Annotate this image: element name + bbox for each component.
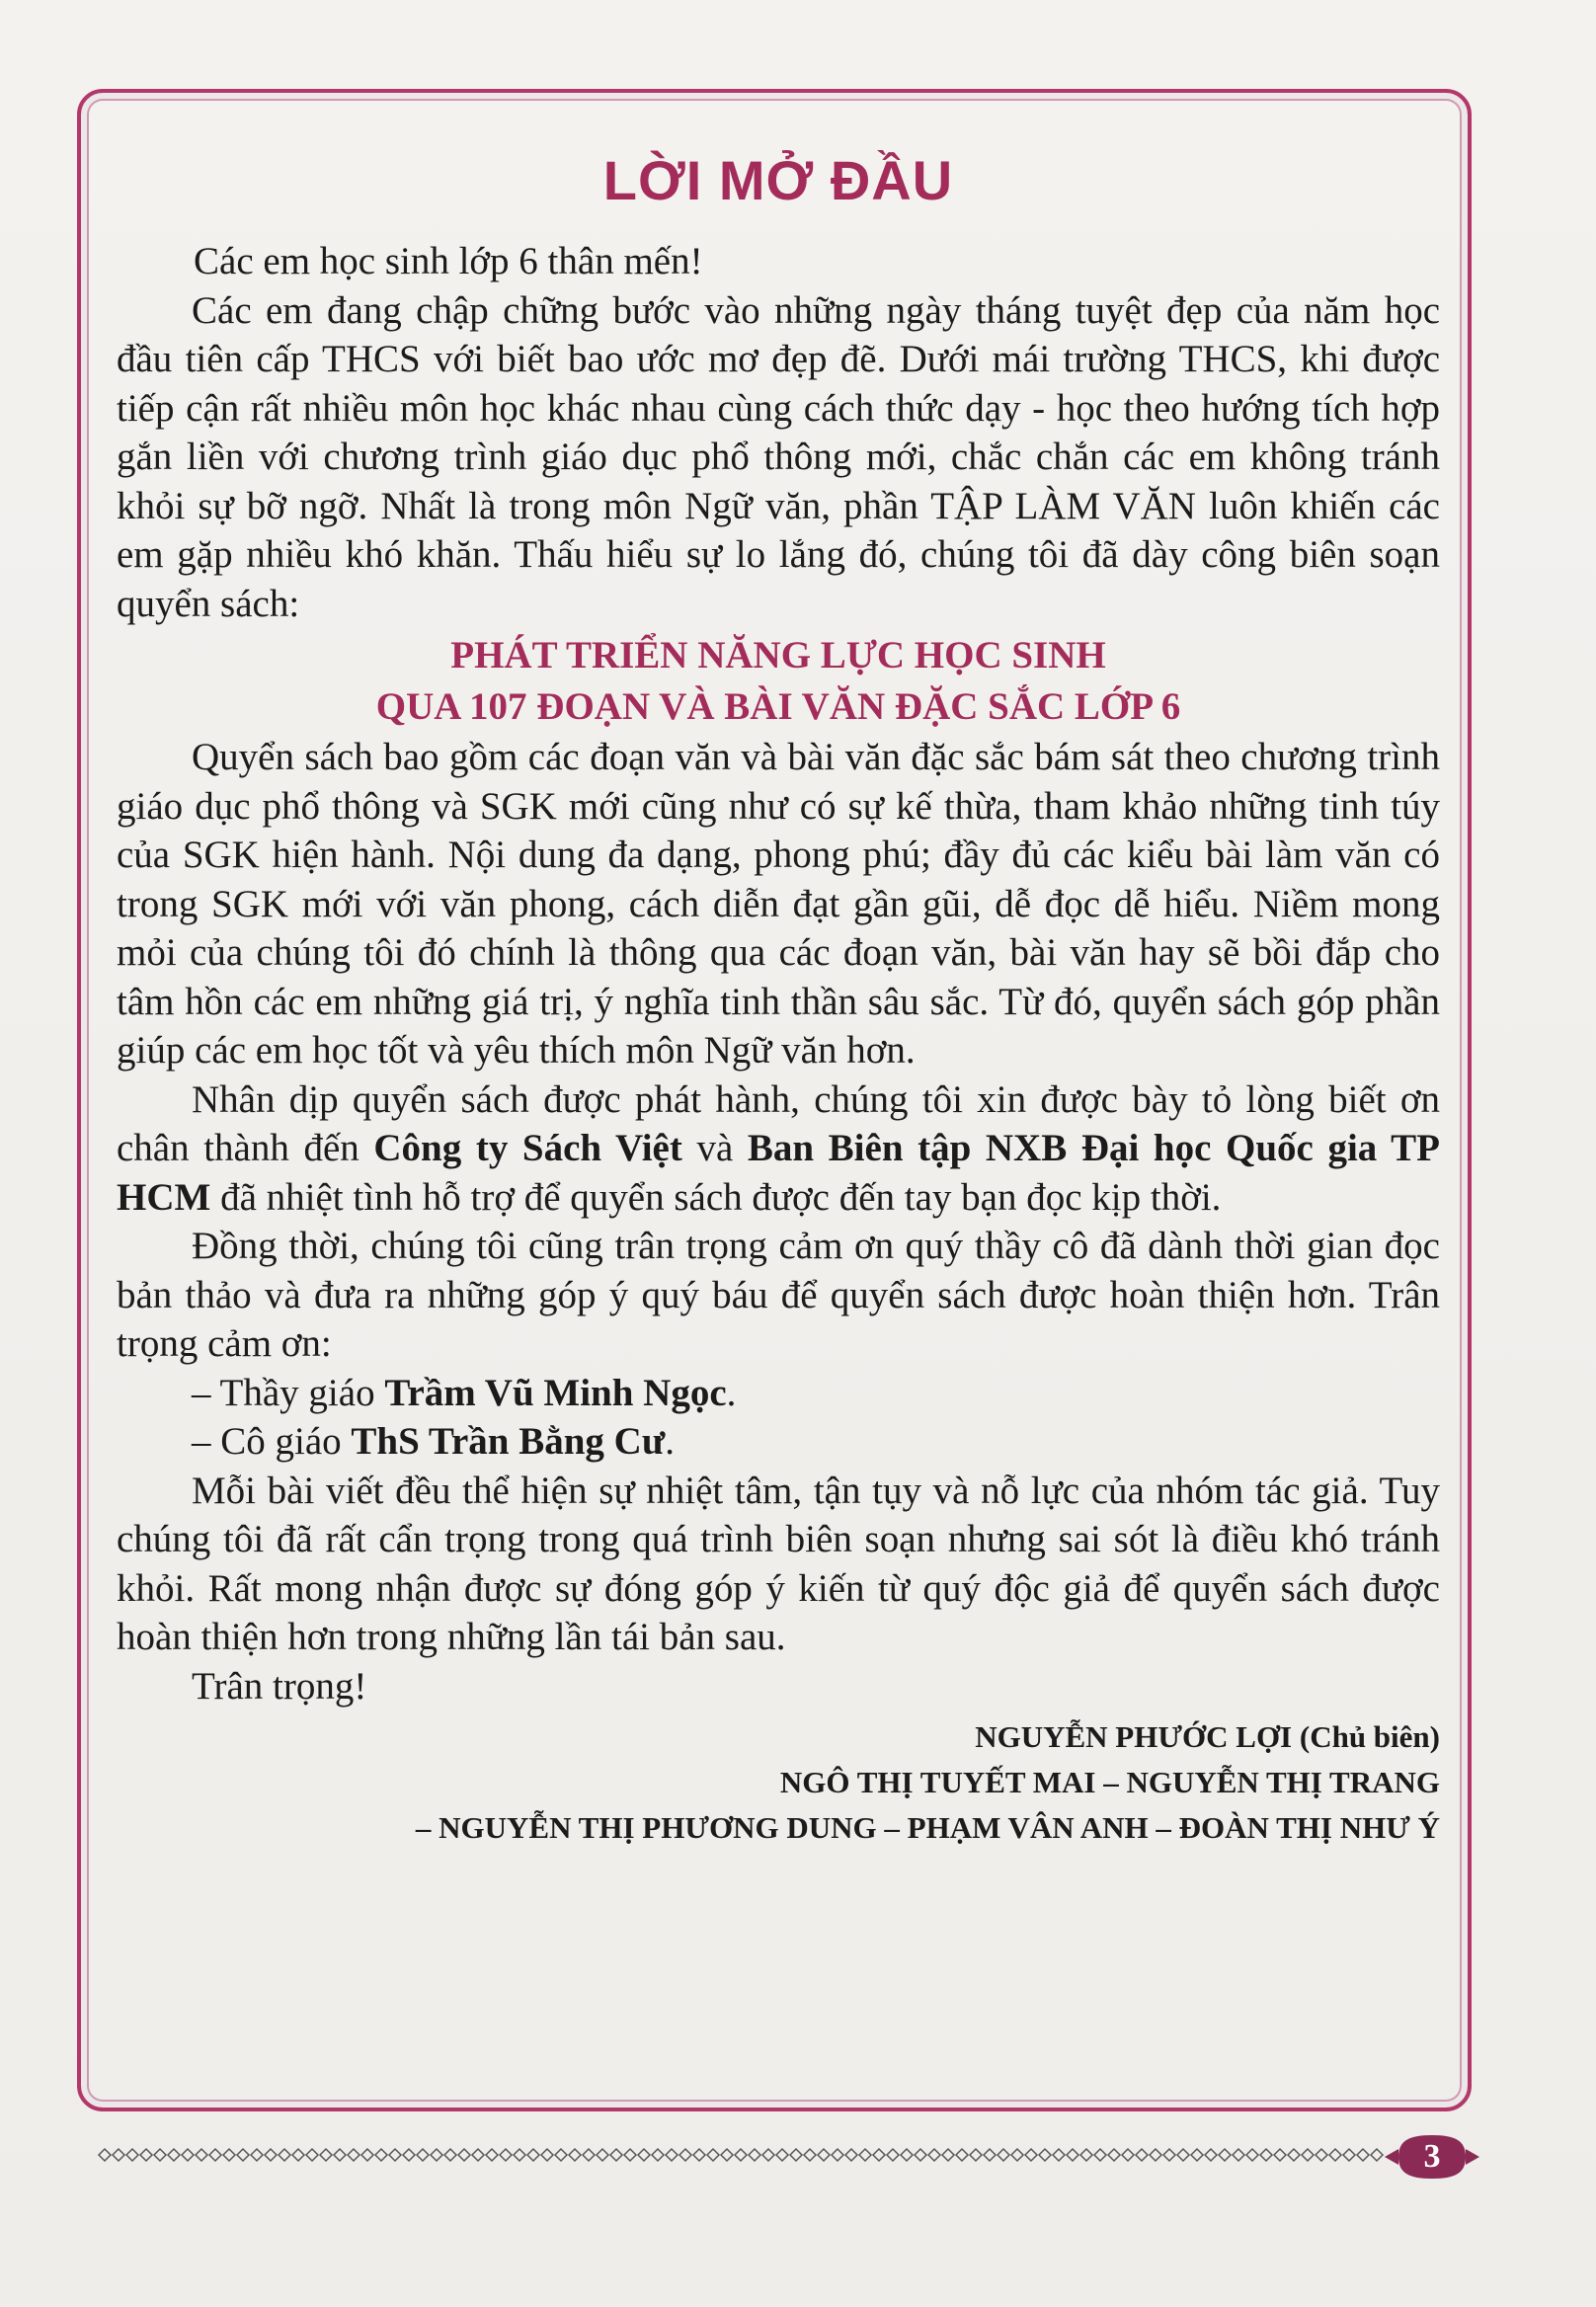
closing-line: Trân trọng!: [192, 1664, 367, 1708]
chain-link: [1177, 2149, 1189, 2161]
chain-link: [209, 2149, 221, 2161]
thanks-suffix: .: [726, 1371, 737, 1414]
description-paragraph: Quyển sách bao gồm các đoạn văn và bài văn đặc sắc bám sát theo chương trình giáo dục phổ thông và SGK mới cũng như có sự kế thừa, tham khảo những tinh túy của SGK hiện hành. Nội dung đa dạng, phong phú; đầy đủ các kiểu bài làm văn có trong SGK mới với văn phong, cách diễn đạt gần gũi, dễ đọc dễ hiểu. Niềm mong mỏi của chúng tôi đó chính là thông qua các đoạn văn, bài văn hay sẽ bồi đắp cho tâm hồn các em những giá trị, ý nghĩa tinh thần sâu sắc. Từ đó, quyển sách góp phần giúp các em học tốt và yêu thích môn Ngữ văn hơn.: [117, 736, 1440, 1072]
chain-link: [970, 2149, 982, 2161]
chain-link: [707, 2149, 719, 2161]
apology-paragraph: Mỗi bài viết đều thể hiện sự nhiệt tâm, tận tụy và nỗ lực của nhóm tác giả. Tuy chúng tôi đã rất cẩn trọng trong quá trình biên soạn nhưng sai sót là điều khó tránh khỏi. Rất mong nhận được sự đóng góp ý kiến từ quý độc giả để quyển sách được hoàn thiện hơn trong những lần tái bản sau.: [117, 1469, 1440, 1658]
chain-link: [624, 2149, 636, 2161]
chain-link: [790, 2149, 802, 2161]
chain-link: [832, 2149, 843, 2161]
chain-link: [735, 2149, 747, 2161]
chain-link: [1025, 2149, 1037, 2161]
chain-link: [818, 2149, 830, 2161]
chain-link: [1191, 2149, 1203, 2161]
chain-link: [1316, 2149, 1327, 2161]
signature-line: NGUYỄN PHƯỚC LỢI (Chủ biên): [975, 1719, 1440, 1754]
chain-link: [1053, 2149, 1065, 2161]
chain-link: [1011, 2149, 1023, 2161]
chain-link: [1150, 2149, 1161, 2161]
chain-link: [472, 2149, 484, 2161]
thanks-prefix: – Thầy giáo: [192, 1371, 385, 1414]
chain-link: [762, 2149, 774, 2161]
page-content: [117, 146, 1440, 1851]
page-number: 3: [1423, 2138, 1441, 2175]
chain-link: [500, 2149, 512, 2161]
chain-link: [569, 2149, 581, 2161]
chain-link: [361, 2149, 373, 2161]
thanks-prefix: – Cô giáo: [192, 1420, 352, 1463]
chain-link: [1039, 2149, 1051, 2161]
teacher-name: ThS Trần Bằng Cư: [351, 1420, 666, 1463]
chain-link: [638, 2149, 650, 2161]
chain-link: [928, 2149, 940, 2161]
chain-link: [859, 2149, 871, 2161]
chain-link: [99, 2149, 111, 2161]
chain-link: [1080, 2149, 1092, 2161]
chain-link: [182, 2149, 194, 2161]
acknowledgement-paragraph: [117, 1075, 1440, 1223]
chain-link: [915, 2149, 926, 2161]
chain-link: [998, 2149, 1009, 2161]
chain-link: [1233, 2149, 1244, 2161]
signature-line: NGÔ THỊ TUYẾT MAI – NGUYỄN THỊ TRANG: [779, 1765, 1440, 1799]
chain-link: [1246, 2149, 1258, 2161]
book-title-line-2: QUA 107 ĐOẠN VÀ BÀI VĂN ĐẶC SẮC LỚP 6: [375, 685, 1181, 728]
chain-link: [597, 2149, 608, 2161]
chain-link: [403, 2149, 415, 2161]
thanks-suffix: .: [665, 1420, 675, 1463]
book-title: [117, 630, 1440, 733]
chain-link: [348, 2149, 359, 2161]
chain-link: [279, 2149, 290, 2161]
chain-link: [541, 2149, 553, 2161]
publisher-name: Ban Biên tập NXB Đại học Quốc gia TP HCM: [117, 1127, 1441, 1219]
chain-link: [776, 2149, 788, 2161]
chain-link: [444, 2149, 456, 2161]
decorative-border-bar: [95, 2143, 1389, 2167]
chain-link: [610, 2149, 622, 2161]
chain-link: [1343, 2149, 1355, 2161]
chain-link: [514, 2149, 525, 2161]
chain-link: [251, 2149, 263, 2161]
author-signature: [117, 1714, 1440, 1851]
chain-link: [1163, 2149, 1175, 2161]
chain-link: [1260, 2149, 1272, 2161]
ack-text-2: và: [681, 1127, 748, 1169]
thanks-item: [117, 1369, 1440, 1418]
chain-link: [693, 2149, 705, 2161]
chain-link: [237, 2149, 249, 2161]
ack-text-3: đã nhiệt tình hỗ trợ để quyển sách được đến tay bạn đọc kịp thời.: [210, 1175, 1222, 1219]
ack-text-1: Nhân dịp quyển sách được phát hành, chúng tôi xin được bày tỏ lòng biết ơn chân thành đến: [117, 1077, 1440, 1169]
chain-link: [389, 2149, 401, 2161]
chain-link: [666, 2149, 678, 2161]
chain-link: [901, 2149, 913, 2161]
chain-link: [1067, 2149, 1078, 2161]
chain-link: [749, 2149, 760, 2161]
thanks-paragraph: Đồng thời, chúng tôi cũng trân trọng cảm ơn quý thầy cô đã dành thời gian đọc bản thảo và đưa ra những góp ý quý báu để quyển sách được hoàn thiện hơn. Trân trọng cảm ơn:: [117, 1225, 1440, 1365]
chain-link: [126, 2149, 138, 2161]
signature-line: – NGUYỄN THỊ PHƯƠNG DUNG – PHẠM VÂN ANH – ĐOÀN THỊ NHƯ Ý: [415, 1810, 1440, 1845]
chain-link: [113, 2149, 124, 2161]
company-name: Công ty Sách Việt: [373, 1127, 682, 1169]
chain-link: [154, 2149, 166, 2161]
chain-link: [334, 2149, 346, 2161]
chain-link: [873, 2149, 885, 2161]
chain-link: [527, 2149, 539, 2161]
greeting-paragraph: Các em học sinh lớp 6 thân mến!: [194, 240, 703, 282]
chain-link: [223, 2149, 235, 2161]
chain-link: [1205, 2149, 1217, 2161]
chain-link: [1094, 2149, 1106, 2161]
chain-link: [1302, 2149, 1314, 2161]
chain-link: [1288, 2149, 1300, 2161]
chain-link: [292, 2149, 304, 2161]
chain-link: [486, 2149, 498, 2161]
chain-link: [555, 2149, 567, 2161]
chain-link: [458, 2149, 470, 2161]
chain-link: [721, 2149, 733, 2161]
teacher-name: Trầm Vũ Minh Ngọc: [384, 1371, 727, 1414]
chain-link: [265, 2149, 277, 2161]
chain-link: [196, 2149, 207, 2161]
chain-link: [1136, 2149, 1148, 2161]
chain-link: [652, 2149, 664, 2161]
chain-link: [168, 2149, 180, 2161]
chain-link: [956, 2149, 968, 2161]
page-title: LỜI MỞ ĐẦU: [602, 149, 954, 211]
chain-link: [140, 2149, 152, 2161]
book-title-line-1: PHÁT TRIỂN NĂNG LỰC HỌC SINH: [450, 634, 1106, 676]
chain-link: [1122, 2149, 1134, 2161]
chain-link: [984, 2149, 996, 2161]
chain-link: [1329, 2149, 1341, 2161]
chain-link: [431, 2149, 442, 2161]
chain-link: [1274, 2149, 1286, 2161]
intro-paragraph: Các em đang chập chững bước vào những ngày tháng tuyệt đẹp của năm học đầu tiên cấp THCS với biết bao ước mơ đẹp đẽ. Dưới mái trường THCS, khi được tiếp cận rất nhiều môn học khác nhau cùng cách thức dạy - học theo hướng tích hợp gắn liền với chương trình giáo dục phổ thông mới, chắc chắn các em không tránh khỏi sự bỡ ngỡ. Nhất là trong môn Ngữ văn, phần TẬP LÀM VĂN luôn khiến các em gặp nhiều khó khăn. Thấu hiểu sự lo lắng đó, chúng tôi đã dày công biên soạn quyển sách:: [117, 288, 1440, 625]
chain-link: [942, 2149, 954, 2161]
chain-link: [1357, 2149, 1369, 2161]
thanks-item: [117, 1417, 1440, 1467]
chain-link: [583, 2149, 595, 2161]
chain-link: [1108, 2149, 1120, 2161]
chain-link: [1219, 2149, 1231, 2161]
chain-link: [887, 2149, 899, 2161]
chain-link: [679, 2149, 691, 2161]
chain-link: [804, 2149, 816, 2161]
chain-link: [320, 2149, 332, 2161]
chain-link: [375, 2149, 387, 2161]
chain-link: [306, 2149, 318, 2161]
chain-link: [417, 2149, 429, 2161]
chain-link: [845, 2149, 857, 2161]
chain-link: [1371, 2149, 1383, 2161]
